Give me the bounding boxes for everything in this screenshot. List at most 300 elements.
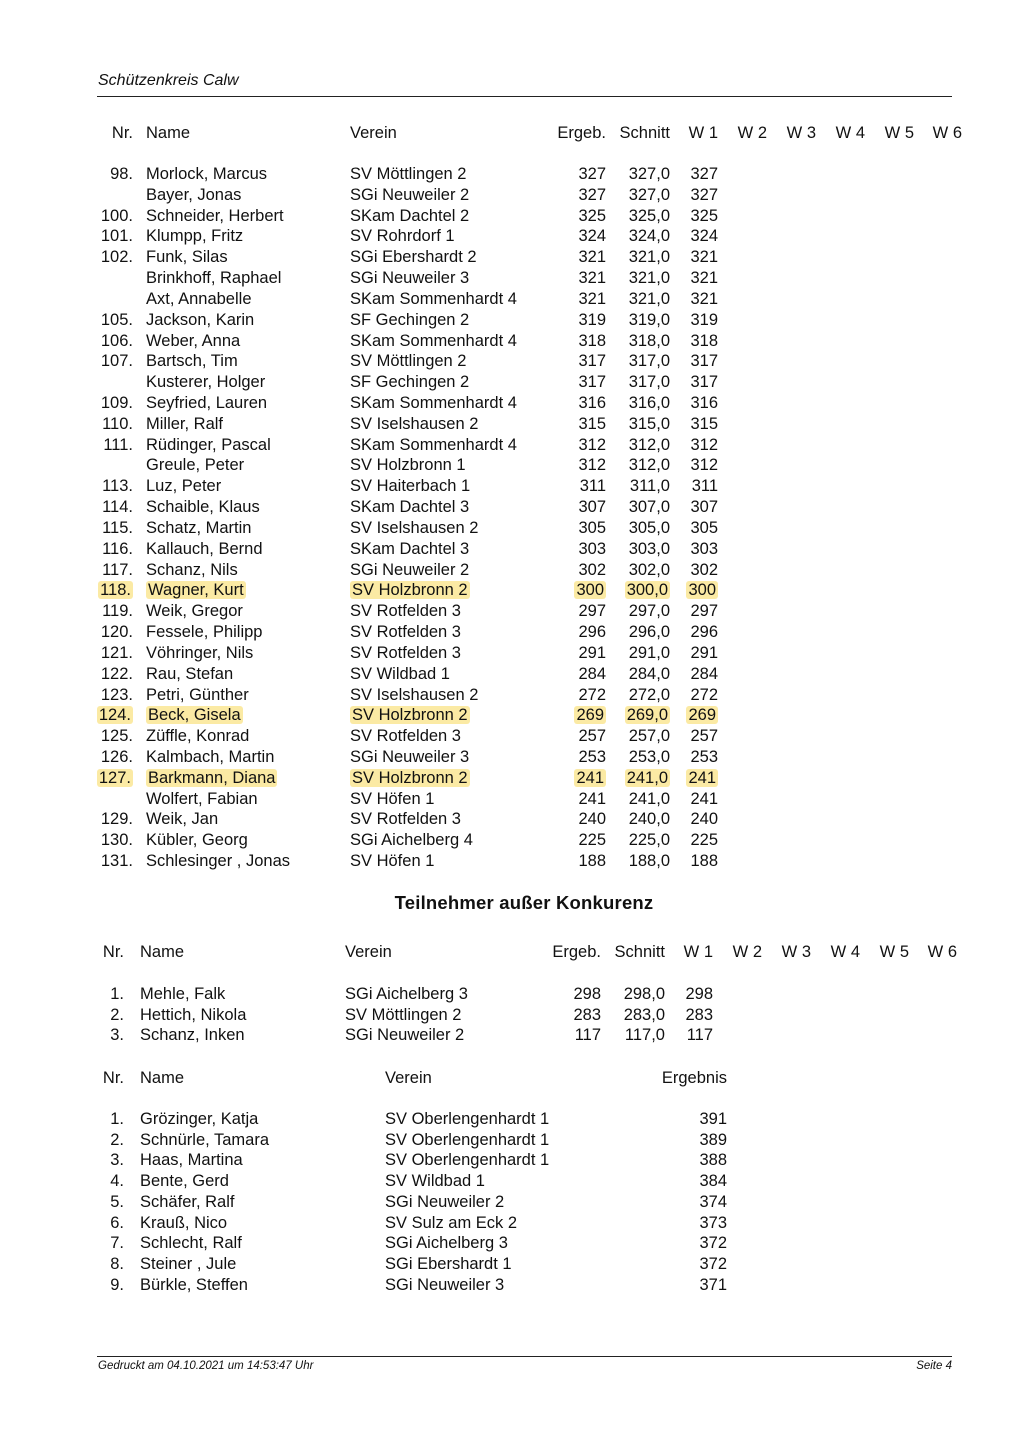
table-cell-name: Schanz, Inken [140, 1026, 245, 1045]
table-cell-w1 [686, 580, 718, 600]
table-cell-name: Rüdinger, Pascal [146, 435, 271, 454]
table-cell-name: Schlecht, Ralf [140, 1234, 242, 1253]
column-header: Schnitt [614, 943, 665, 961]
table-cell-name: Petri, Günther [146, 685, 249, 704]
table-cell-verein: SKam Sommenhardt 4 [350, 289, 517, 308]
table-cell-name: Krauß, Nico [140, 1213, 228, 1232]
table-cell-schnitt: 241,0 [628, 789, 670, 808]
table-cell-name: Bente, Gerd [140, 1172, 229, 1191]
table-cell-nr: 2. [110, 1130, 124, 1149]
table-cell-ergeb: 257 [578, 727, 606, 746]
table-cell-ergeb: 317 [578, 352, 606, 371]
table-cell-name: Schnürle, Tamara [140, 1130, 270, 1149]
table-cell-schnitt: 317,0 [628, 352, 670, 371]
table-cell-name: Seyfried, Lauren [146, 394, 268, 413]
table-cell-name: Schatz, Martin [146, 518, 252, 537]
column-header: Ergebnis [661, 1069, 727, 1087]
table-cell-verein: SV Höfen 1 [350, 852, 435, 871]
table-cell-verein: SGi Neuweiler 3 [350, 269, 470, 288]
table-cell-w1: 321 [690, 269, 718, 288]
table-cell-schnitt: 188,0 [628, 852, 670, 871]
table-cell-nr: 111. [103, 435, 133, 454]
table-cell-name: Grözinger, Katja [140, 1110, 259, 1128]
highlight-mark: 269 [576, 706, 604, 725]
table-cell-ergeb [574, 768, 606, 788]
table-cell-ergeb: 325 [578, 206, 606, 225]
table-cell-nr: 98. [110, 165, 133, 183]
table-cell-name: Axt, Annabelle [146, 289, 252, 308]
table-cell-verein: SV Iselshausen 2 [350, 414, 479, 433]
table-cell-verein: SGi Aichelberg 3 [385, 1234, 508, 1253]
table-cell-w1: 321 [690, 248, 718, 267]
column-header: W 5 [879, 943, 909, 961]
column-header: W 2 [732, 943, 762, 961]
table-cell-ergeb: 303 [578, 539, 606, 558]
table-cell-name [146, 768, 277, 788]
table-cell-schnitt: 321,0 [628, 269, 670, 288]
table-cell-name: Luz, Peter [146, 477, 222, 496]
table-cell-schnitt: 327,0 [628, 165, 670, 183]
highlight-mark: 300 [688, 581, 716, 600]
table-cell-nr: 3. [110, 1151, 124, 1170]
table-cell-schnitt: 321,0 [628, 289, 670, 308]
table-cell-nr: 1. [110, 1110, 124, 1128]
table-cell-nr: 129. [100, 810, 133, 829]
column-header: W 4 [830, 943, 860, 961]
table-cell-name: Kusterer, Holger [146, 373, 266, 392]
column-header: W 1 [688, 124, 718, 142]
column-header: Nr. [102, 1069, 124, 1087]
table-cell-w1: 296 [690, 623, 718, 642]
table-cell-verein [350, 768, 470, 788]
table-cell-name: Schaible, Klaus [146, 498, 260, 517]
footer-page: Seite 4 [916, 1360, 952, 1372]
table-cell-ergeb: 319 [578, 310, 606, 329]
table-cell-nr: 117. [102, 560, 133, 579]
table-cell-schnitt: 318,0 [628, 331, 670, 350]
table-cell-verein: SV Iselshausen 2 [350, 518, 479, 537]
table-cell-ergeb: 241 [578, 789, 606, 808]
table-cell-verein: SGi Neuweiler 2 [385, 1192, 505, 1211]
table-cell-name: Schäfer, Ralf [140, 1192, 235, 1211]
table-cell-schnitt: 240,0 [628, 810, 670, 829]
table-cell-schnitt: 315,0 [628, 414, 670, 433]
table-cell-verein: SV Wildbad 1 [350, 664, 450, 683]
highlight-mark: Wagner, Kurt [148, 581, 244, 600]
table-cell-w1: 240 [690, 810, 718, 829]
table-cell-schnitt: 319,0 [628, 310, 670, 329]
table-cell-name: Bürkle, Steffen [140, 1275, 248, 1294]
highlight-mark: 241 [688, 768, 716, 787]
table-cell-w1: 117 [686, 1026, 713, 1045]
table-cell-nr: 119. [102, 602, 133, 621]
table-cell-nr: 6. [110, 1213, 124, 1232]
highlight-mark: 241,0 [626, 768, 668, 787]
table-cell-schnitt: 324,0 [628, 227, 670, 246]
table-cell-ergebnis: 374 [699, 1192, 727, 1211]
table-cell-name [146, 705, 243, 725]
section-title: Teilnehmer außer Konkurenz [394, 892, 654, 913]
table-cell-verein: SKam Sommenhardt 4 [350, 394, 517, 413]
table-cell-name: Züffle, Konrad [146, 727, 250, 746]
highlight-mark: 300,0 [626, 581, 668, 600]
column-header: Verein [350, 124, 397, 142]
table-cell-nr: 5. [110, 1192, 124, 1211]
table-cell-verein: SV Höfen 1 [350, 789, 435, 808]
table-cell-ergeb: 188 [578, 852, 606, 871]
table-cell-verein: SV Rohrdorf 1 [350, 227, 455, 246]
column-header: Nr. [111, 124, 133, 142]
table-cell-nr: 113. [102, 477, 133, 496]
table-cell-schnitt: 272,0 [628, 685, 670, 704]
table-cell-nr: 102. [100, 248, 133, 267]
table-cell-name: Kallauch, Bernd [146, 539, 263, 558]
table-cell-ergeb: 302 [578, 560, 606, 579]
table-cell-verein: SV Rotfelden 3 [350, 810, 461, 829]
table-cell-ergeb: 312 [578, 456, 606, 475]
column-header: W 5 [884, 124, 914, 142]
table-cell-verein [350, 705, 470, 725]
table-cell-nr [97, 768, 133, 788]
table-cell-ergebnis: 391 [699, 1110, 727, 1128]
table-cell-verein: SGi Neuweiler 3 [350, 747, 470, 766]
table-cell-ergebnis: 371 [699, 1275, 727, 1294]
table-cell-ergebnis: 384 [699, 1172, 727, 1191]
table-cell-w1 [686, 768, 718, 788]
table-cell-nr: 110. [102, 414, 133, 433]
table-cell-name: Mehle, Falk [140, 985, 226, 1003]
table-cell-name: Jackson, Karin [146, 310, 255, 329]
table-cell-schnitt: 283,0 [623, 1005, 665, 1024]
table-cell-name: Morlock, Marcus [146, 165, 268, 183]
table-cell-schnitt: 321,0 [628, 248, 670, 267]
table-cell-verein: SGi Ebershardt 2 [350, 248, 477, 267]
table-cell-verein: SV Oberlengenhardt 1 [385, 1151, 550, 1170]
table-cell-schnitt: 297,0 [628, 602, 670, 621]
table-cell-w1: 327 [690, 165, 718, 183]
table-cell-ergebnis: 372 [699, 1234, 727, 1253]
column-header: Schnitt [619, 124, 670, 142]
table-cell-name: Wolfert, Fabian [146, 789, 258, 808]
column-header: W 3 [781, 943, 811, 961]
table-cell-nr: 107. [100, 352, 133, 371]
table-cell-verein: SV Möttlingen 2 [345, 1005, 462, 1024]
table-cell-w1: 297 [690, 602, 718, 621]
table-cell-verein: SV Oberlengenhardt 1 [385, 1110, 550, 1128]
column-header: Name [140, 943, 185, 961]
highlight-mark: SV Holzbronn 2 [352, 581, 468, 600]
table-cell-verein: SGi Neuweiler 2 [345, 1026, 465, 1045]
table-cell-ergebnis: 389 [699, 1130, 727, 1149]
table-cell-w1: 317 [690, 373, 718, 392]
table-cell-nr: 116. [102, 539, 133, 558]
table-cell-w1: 188 [690, 852, 718, 871]
highlight-mark: 241 [576, 768, 604, 787]
column-header: Name [146, 124, 191, 142]
table-cell-nr: 9. [110, 1275, 124, 1294]
table-cell-verein: SKam Dachtel 2 [350, 206, 470, 225]
table-cell-name: Schlesinger , Jonas [146, 852, 290, 871]
table-cell-w1: 315 [690, 414, 718, 433]
table-cell-nr: 126. [100, 747, 133, 766]
table-cell-schnitt: 311,0 [629, 477, 670, 496]
table-cell-ergeb: 272 [578, 685, 606, 704]
table-cell-nr: 105. [100, 310, 133, 329]
table-cell-verein: SV Haiterbach 1 [350, 477, 471, 496]
table-cell-nr: 1. [110, 985, 124, 1003]
table-cell-ergeb: 321 [578, 248, 606, 267]
table-cell-nr [98, 580, 133, 600]
table-cell-ergeb: 321 [578, 269, 606, 288]
highlight-mark: Beck, Gisela [148, 706, 241, 725]
table-cell-w1 [686, 705, 718, 725]
table-cell-schnitt [625, 580, 670, 600]
table-cell-schnitt: 225,0 [628, 831, 670, 850]
column-header: Ergeb. [552, 943, 601, 961]
table-cell-schnitt: 298,0 [623, 985, 665, 1003]
table-cell-name: Bayer, Jonas [146, 185, 242, 204]
highlight-mark: 269,0 [626, 706, 668, 725]
table-cell-nr: 123. [100, 685, 133, 704]
table-cell-nr: 2. [110, 1005, 124, 1024]
table-cell-ergeb: 284 [578, 664, 606, 683]
table-cell-schnitt: 327,0 [628, 185, 670, 204]
table-cell-verein: SGi Neuweiler 2 [350, 185, 470, 204]
table-cell-verein: SV Rotfelden 3 [350, 602, 461, 621]
table-cell-ergeb: 297 [578, 602, 606, 621]
table-cell-name: Funk, Silas [146, 248, 228, 267]
table-cell-ergeb: 240 [578, 810, 606, 829]
table-cell-w1: 312 [690, 456, 718, 475]
table-cell-nr: 125. [100, 727, 133, 746]
table-cell-w1: 312 [690, 435, 718, 454]
highlight-mark: 127. [98, 768, 131, 787]
table-cell-verein: SGi Neuweiler 3 [385, 1275, 505, 1294]
table-cell-ergeb: 327 [578, 185, 606, 204]
table-cell-ergeb: 283 [573, 1005, 601, 1024]
table-cell-w1: 317 [690, 352, 718, 371]
footer-rule [97, 1356, 952, 1357]
table-cell-verein: SV Rotfelden 3 [350, 727, 461, 746]
table-cell-w1: 283 [685, 1005, 713, 1024]
table-cell-nr: 130. [100, 831, 133, 850]
column-header: W 1 [683, 943, 713, 961]
table-cell-verein: SGi Neuweiler 2 [350, 560, 470, 579]
table-cell-name: Weber, Anna [146, 331, 241, 350]
column-header: W 4 [835, 124, 865, 142]
table-cell-schnitt: 317,0 [628, 373, 670, 392]
table-cell-w1: 272 [690, 685, 718, 704]
table-cell-schnitt [625, 705, 670, 725]
table-cell-verein: SV Möttlingen 2 [350, 165, 467, 183]
table-cell-w1: 318 [690, 331, 718, 350]
table-cell-ergeb: 324 [578, 227, 606, 246]
table-cell-ergeb: 291 [578, 643, 606, 662]
table-cell-verein: SV Wildbad 1 [385, 1172, 485, 1191]
table-cell-nr: 131. [100, 852, 133, 871]
table-cell-verein: SF Gechingen 2 [350, 373, 470, 392]
table-cell-verein: SV Sulz am Eck 2 [385, 1213, 518, 1232]
table-cell-schnitt: 325,0 [628, 206, 670, 225]
table-cell-name: Kalmbach, Martin [146, 747, 275, 766]
table-cell-ergeb: 316 [578, 394, 606, 413]
table-cell-name: Weik, Gregor [146, 602, 243, 621]
table-cell-w1: 241 [690, 789, 718, 808]
table-cell-verein: SKam Sommenhardt 4 [350, 435, 517, 454]
table-cell-name: Rau, Stefan [146, 664, 234, 683]
table-cell-nr: 4. [110, 1172, 124, 1191]
table-cell-w1: 253 [690, 747, 718, 766]
table-cell-schnitt: 291,0 [628, 643, 670, 662]
table-cell-w1: 284 [690, 664, 718, 683]
column-header: Name [140, 1069, 185, 1087]
table-cell-ergebnis: 373 [699, 1213, 727, 1232]
table-cell-schnitt: 312,0 [628, 456, 670, 475]
table-cell-w1: 298 [685, 985, 713, 1003]
table-cell-ergeb: 327 [578, 165, 606, 183]
column-header: W 2 [737, 124, 767, 142]
table-cell-name: Greule, Peter [146, 456, 245, 475]
header-rule [97, 96, 952, 97]
table-cell-verein: SGi Ebershardt 1 [385, 1254, 512, 1273]
table-cell-name: Bartsch, Tim [146, 352, 238, 371]
table-cell-verein: SKam Sommenhardt 4 [350, 331, 517, 350]
table-cell-nr [97, 705, 133, 725]
column-header: W 6 [932, 124, 962, 142]
table-cell-nr: 7. [110, 1234, 124, 1253]
table-cell-verein: SV Möttlingen 2 [350, 352, 467, 371]
table-cell-schnitt: 305,0 [628, 518, 670, 537]
table-cell-verein: SKam Dachtel 3 [350, 498, 470, 517]
column-header: Verein [345, 943, 392, 961]
table-cell-w1: 319 [690, 310, 718, 329]
table-cell-verein: SV Rotfelden 3 [350, 643, 461, 662]
table-cell-schnitt: 316,0 [628, 394, 670, 413]
table-cell-name: Kübler, Georg [146, 831, 248, 850]
column-header: W 3 [786, 124, 816, 142]
table-cell-ergeb: 311 [579, 477, 606, 496]
table-cell-name [146, 580, 246, 600]
table-cell-nr: 3. [110, 1026, 124, 1045]
column-header: Ergeb. [557, 124, 606, 142]
table-cell-nr: 114. [102, 498, 133, 517]
table-cell-name: Fessele, Philipp [146, 623, 263, 642]
table-cell-schnitt: 117,0 [624, 1026, 665, 1045]
highlight-mark: 118. [100, 581, 131, 600]
table-cell-ergeb: 312 [578, 435, 606, 454]
table-cell-schnitt [625, 768, 670, 788]
table-cell-w1: 257 [690, 727, 718, 746]
table-cell-name: Klumpp, Fritz [146, 227, 244, 246]
highlight-mark: 124. [98, 706, 131, 725]
table-cell-w1: 291 [690, 643, 718, 662]
table-cell-ergeb: 321 [578, 289, 606, 308]
table-cell-name: Schanz, Nils [146, 560, 238, 579]
table-cell-name: Brinkhoff, Raphael [146, 269, 282, 288]
table-cell-verein: SV Iselshausen 2 [350, 685, 479, 704]
highlight-mark: 269 [688, 706, 716, 725]
table-cell-ergebnis: 388 [699, 1151, 727, 1170]
table-cell-name: Vöhringer, Nils [146, 643, 254, 662]
table-cell-ergeb: 317 [578, 373, 606, 392]
highlight-mark: SV Holzbronn 2 [352, 706, 468, 725]
table-cell-nr: 120. [100, 623, 133, 642]
table-cell-name: Steiner , Jule [140, 1254, 237, 1273]
table-cell-verein: SGi Aichelberg 3 [345, 985, 468, 1003]
table-cell-schnitt: 296,0 [628, 623, 670, 642]
table-cell-w1: 302 [690, 560, 718, 579]
table-cell-ergeb: 296 [578, 623, 606, 642]
page-header-title: Schützenkreis Calw [98, 72, 239, 89]
table-cell-w1: 316 [690, 394, 718, 413]
highlight-mark: SV Holzbronn 2 [352, 768, 468, 787]
table-cell-name: Haas, Martina [140, 1151, 243, 1170]
highlight-mark: 300 [576, 581, 604, 600]
column-header: Verein [385, 1069, 432, 1087]
table-cell-schnitt: 303,0 [628, 539, 670, 558]
table-cell-verein: SGi Aichelberg 4 [350, 831, 473, 850]
highlight-mark: Barkmann, Diana [148, 768, 276, 787]
footer-printed: Gedruckt am 04.10.2021 um 14:53:47 Uhr [98, 1360, 314, 1372]
table-cell-ergeb: 305 [578, 518, 606, 537]
table-cell-name: Hettich, Nikola [140, 1005, 247, 1024]
table-cell-nr: 101. [100, 227, 133, 246]
table-cell-nr: 122. [100, 664, 133, 683]
column-header: W 6 [927, 943, 957, 961]
table-cell-nr: 109. [100, 394, 133, 413]
table-cell-w1: 321 [690, 289, 718, 308]
table-cell-w1: 307 [690, 498, 718, 517]
table-cell-ergeb [574, 705, 606, 725]
table-cell-w1: 311 [691, 477, 718, 496]
table-cell-w1: 303 [690, 539, 718, 558]
table-cell-schnitt: 284,0 [628, 664, 670, 683]
table-cell-ergeb: 315 [578, 414, 606, 433]
table-cell-w1: 225 [690, 831, 718, 850]
table-cell-ergebnis: 372 [699, 1254, 727, 1273]
table-cell-verein: SV Oberlengenhardt 1 [385, 1130, 550, 1149]
table-cell-verein: SKam Dachtel 3 [350, 539, 470, 558]
table-cell-ergeb [574, 580, 606, 600]
table-cell-ergeb: 307 [578, 498, 606, 517]
table-cell-verein: SV Rotfelden 3 [350, 623, 461, 642]
table-cell-ergeb: 117 [574, 1026, 601, 1045]
table-cell-schnitt: 257,0 [628, 727, 670, 746]
table-cell-w1: 325 [690, 206, 718, 225]
column-header: Nr. [102, 943, 124, 961]
table-cell-verein: SV Holzbronn 1 [350, 456, 466, 475]
table-cell-schnitt: 302,0 [628, 560, 670, 579]
table-cell-w1: 327 [690, 185, 718, 204]
table-cell-verein: SF Gechingen 2 [350, 310, 470, 329]
table-cell-nr: 115. [102, 518, 133, 537]
table-cell-verein [350, 580, 470, 600]
table-cell-nr: 121. [100, 643, 133, 662]
table-cell-ergeb: 298 [573, 985, 601, 1003]
table-cell-name: Schneider, Herbert [146, 206, 284, 225]
table-cell-nr: 8. [110, 1254, 124, 1273]
table-cell-ergeb: 253 [578, 747, 606, 766]
table-cell-schnitt: 253,0 [628, 747, 670, 766]
table-cell-schnitt: 312,0 [628, 435, 670, 454]
table-cell-schnitt: 307,0 [628, 498, 670, 517]
table-cell-nr: 100. [100, 206, 133, 225]
table-cell-nr: 106. [100, 331, 133, 350]
table-cell-w1: 305 [690, 518, 718, 537]
table-cell-name: Miller, Ralf [146, 414, 224, 433]
table-cell-name: Weik, Jan [146, 810, 219, 829]
table-cell-ergeb: 318 [578, 331, 606, 350]
